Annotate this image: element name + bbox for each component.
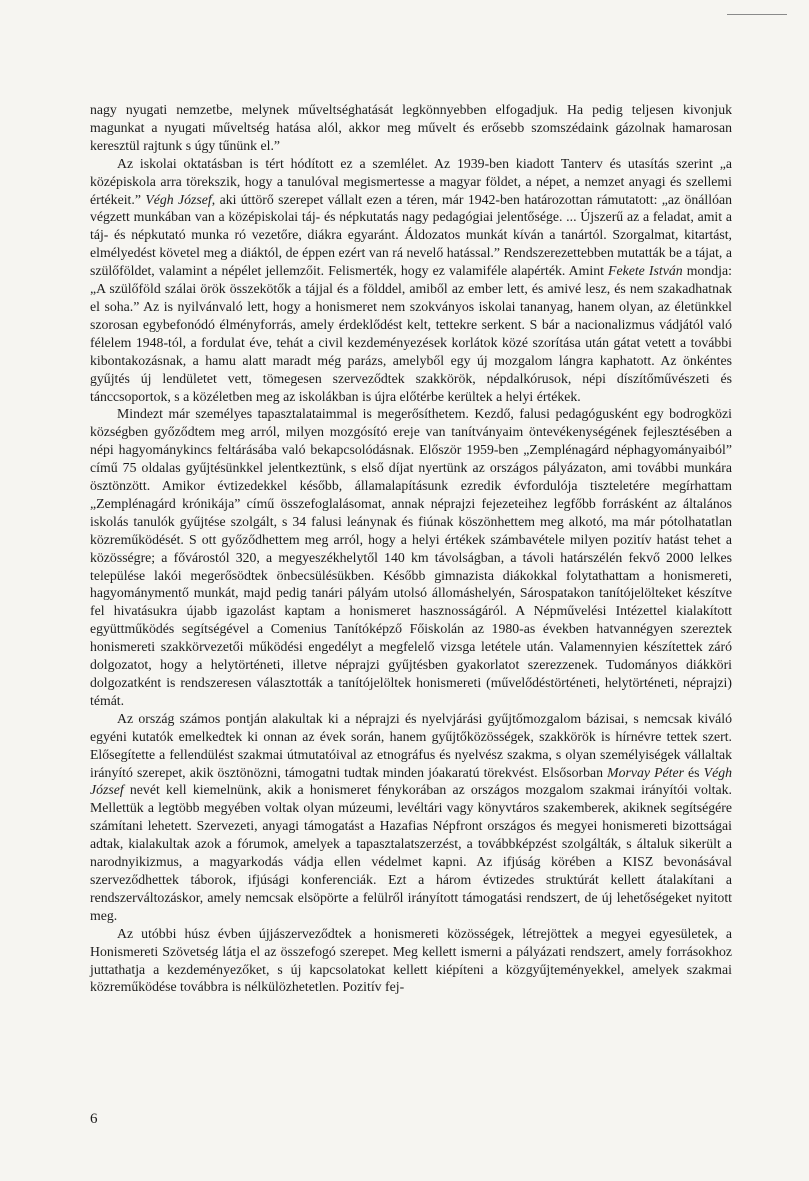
paragraph-4-conj: és — [683, 764, 704, 780]
author-name: Végh József — [145, 191, 212, 207]
paragraph-3: Mindezt már személyes tapasztalataimmal is megerősíthetem. Kezdő, falusi pedagógusként egy bodrogközi községben győződtem meg arról, milyen mozgósító ereje van tanítványaim öntevékenységének fejlesztésében a népi hagyománykincs feltárásába való bekapcsolódásnak. Először 1959-ben „Zemplénagárd néphagyományaiból” című 75 oldalas gyűjtésünkkel jelentkeztünk, s első díjat nyertünk az országos pályázaton, ami további munkára ösztönzött. Amikor évtizedekkel később, államalapításunk ezredik évfordulója tiszteletére megírhattam „Zemplénagárd krónikája” című összefoglalásomat, annak néprajzi fejezeteihez legfőbb forrásként az általános iskolás tanulók gyűjtése szolgált, s 34 falusi leánynak és fiúnak köszönhettem meg alkotó, ma már pótolhatatlan közreműködését. S ott győződhettem meg arról, hogy a helyi értékek számbavétele milyen pozitív hatást tehet a közösségre; a fővárostól 320, a megyeszékhelytől 140 km távolságban, a távoli határszélén fekvő 2000 lelkes települése lakói megerősödtek önbecsülésükben. Később gimnazista diákokkal folytathattam a honismereti, hagyománymentő munkát, majd pedig tanári pályám utolsó állomáshelyén, Sárospatakon tanítójelölteket készítve fel hivatásukra újabb igazolást kaptam a honismeret hasznosságáról. A Népművelési Intézettel kialakított együttműködés segítségével a Comenius Tanítóképző Főiskolán az 1980-as években hatvannégyen szereztek honismereti szakkörvezetői működési engedélyt a megfelelő vizsga letétele után. Valamennyien készítettek záró dolgozatot, hogy a helytörténeti, illetve néprajzi gyűjtésben gyakorlatot szerezzenek. Tudományos diákköri dolgozatként is rendszeresen választották a tanítójelöltek honismereti (művelődéstörténeti, helytörténeti, néprajzi) témát. — [90, 406, 732, 708]
page-number: 6 — [90, 1111, 98, 1127]
paragraph-2 — [90, 155, 732, 406]
author-name: Végh József — [90, 764, 732, 798]
document-body — [90, 101, 732, 996]
paragraph-4 — [90, 710, 732, 925]
author-name: Fekete István — [608, 263, 683, 279]
paragraph-4-text: Az ország számos pontján alakultak ki a néprajzi és nyelvjárási gyűjtőmozgalom bázisai, s nemcsak kiváló egyéni kutatók emelkedtek ki onnan az évek során, hanem gyűjtőközösségek, szakkörök is hírnévre tettek szert. Elősegítette a fellendülést szakmai útmutatóival az etnográfus és nyelvész szakma, s olyan személyiségek vállaltak irányító szerepet, akik ösztönözni, támogatni tudtak minden jóakaratú törekvést. — [90, 710, 732, 780]
author-name: Morvay Péter — [607, 764, 684, 780]
paragraph-1: nagy nyugati nemzetbe, melynek műveltséghatását legkönnyebben elfogadjuk. Ha pedig teljesen kivonjuk magunkat a nyugati műveltség hatása alól, akkor meg művelt és erősebb szomszédaink gázolnak hamarosan keresztül rajtunk s úgy tűnünk el.” — [90, 102, 732, 153]
paragraph-2-text-cont: , aki úttörő szerepet vállalt ezen a téren, már 1942-ben határozottan rámutatott: „az önállóan végzett munkában van a középiskolai táj- és népkutatás nagy pedagógiai jelentősége. ... Újszerű az a feladat, amit a táj- és népkutató munka ró vezetőre, diákra egyaránt. Áldozatos munkát kíván a tanártól. Szorgalmat, kitartást, elmélyedést követel meg a diáktól, de éppen ezért van rá nevelő hatással.” Rendszerezettebben mutatták be a tájat, a szülőföldet, valamint a népélet jellemzőit. Felismerték, hogy ez valamiféle alapérték. Amint — [90, 191, 733, 279]
corner-rule — [727, 14, 787, 15]
paragraph-5: Az utóbbi húsz évben újjászerveződtek a honismereti közösségek, létrejöttek a megyei egyesületek, a Honismereti Szövetség látja el az összefogó szerepet. Meg kellett ismerni a pályázati rendszert, amely forrásokhoz juttathatja a kezdeményezőket, s új kapcsolatokat kellett kiépíteni a közgyűjteményekkel, amelyek szakmai közreműködése továbbra is nélkülözhetetlen. Pozitív fej- — [90, 925, 732, 995]
paragraph-4-text-end: nevét kell kiemelnünk, akik a honismeret fénykorában az országos mozgalom szakmai irányítói voltak. Mellettük a legtöbb megyében voltak olyan múzeumi, levéltári vagy könyvtáros szakemberek, akiknek segítségére számítani lehetett. Szervezeti, anyagi támogatást a Hazafias Népfront országos és megyei honismereti bizottságai adtak, kialakultak azok a fórumok, amelyek a tapasztalatszerzést, a továbbképzést szolgálták, s általuk sikerült a narodnyikizmus, a magyarkodás vádja ellen védelmet kapni. Az ifjúság körében a KISZ bevonásával szerveződhettek táborok, ifjúsági konferenciák. Ezt a három évtizedes struktúrát kellett átalakítani a rendszerváltozáskor, amely nemcsak elsöpörte a felülről irányított támogatási rendszert, de új lehetőségeket nyitott meg. — [90, 782, 732, 923]
paragraph-2-text: Az iskolai oktatásban is tért hódított ez a szemlélet. Az 1939-ben kiadott Tanterv és utasítás szerint „a középiskola arra törekszik, hogy a tanulóval megismertesse a magyar földet, a népet, a nemzet anyagi és szellemi értékeit.” — [90, 155, 732, 207]
paragraph-2-text-end: mondja: „A szülőföld szálai örök összekötők a tájjal és a földdel, amiből az ember lett, és amivé lesz, és nem szakadhatnak el soha.” Az is nyilvánvaló lett, hogy a honismeret nem szokványos iskolai tananyag, hanem olyan, az életünkkel szorosan egybefonódó élményforrás, amely érdeklődést kelt, tettekre serkent. S bár a nacionalizmus vádjától való félelem 1948-tól, a fordulat éve, tehát a civil kezdeményezések korlátok közé szorítása után gátat vetett a további kibontakozásnak, a hamu alatt maradt még parázs, amelyből egy új mozgalom lángra kaphatott. Az önkéntes gyűjtés új lendületet vett, tömegesen szerveződtek szakkörök, népdalkórusok, népi díszítőművészeti és tánccsoportok, s a közéletben meg az iskolákban is újra előtérbe kerültek a helyi értékek. — [90, 263, 732, 404]
paragraph-4-text-cont: Elsősorban — [537, 764, 608, 780]
